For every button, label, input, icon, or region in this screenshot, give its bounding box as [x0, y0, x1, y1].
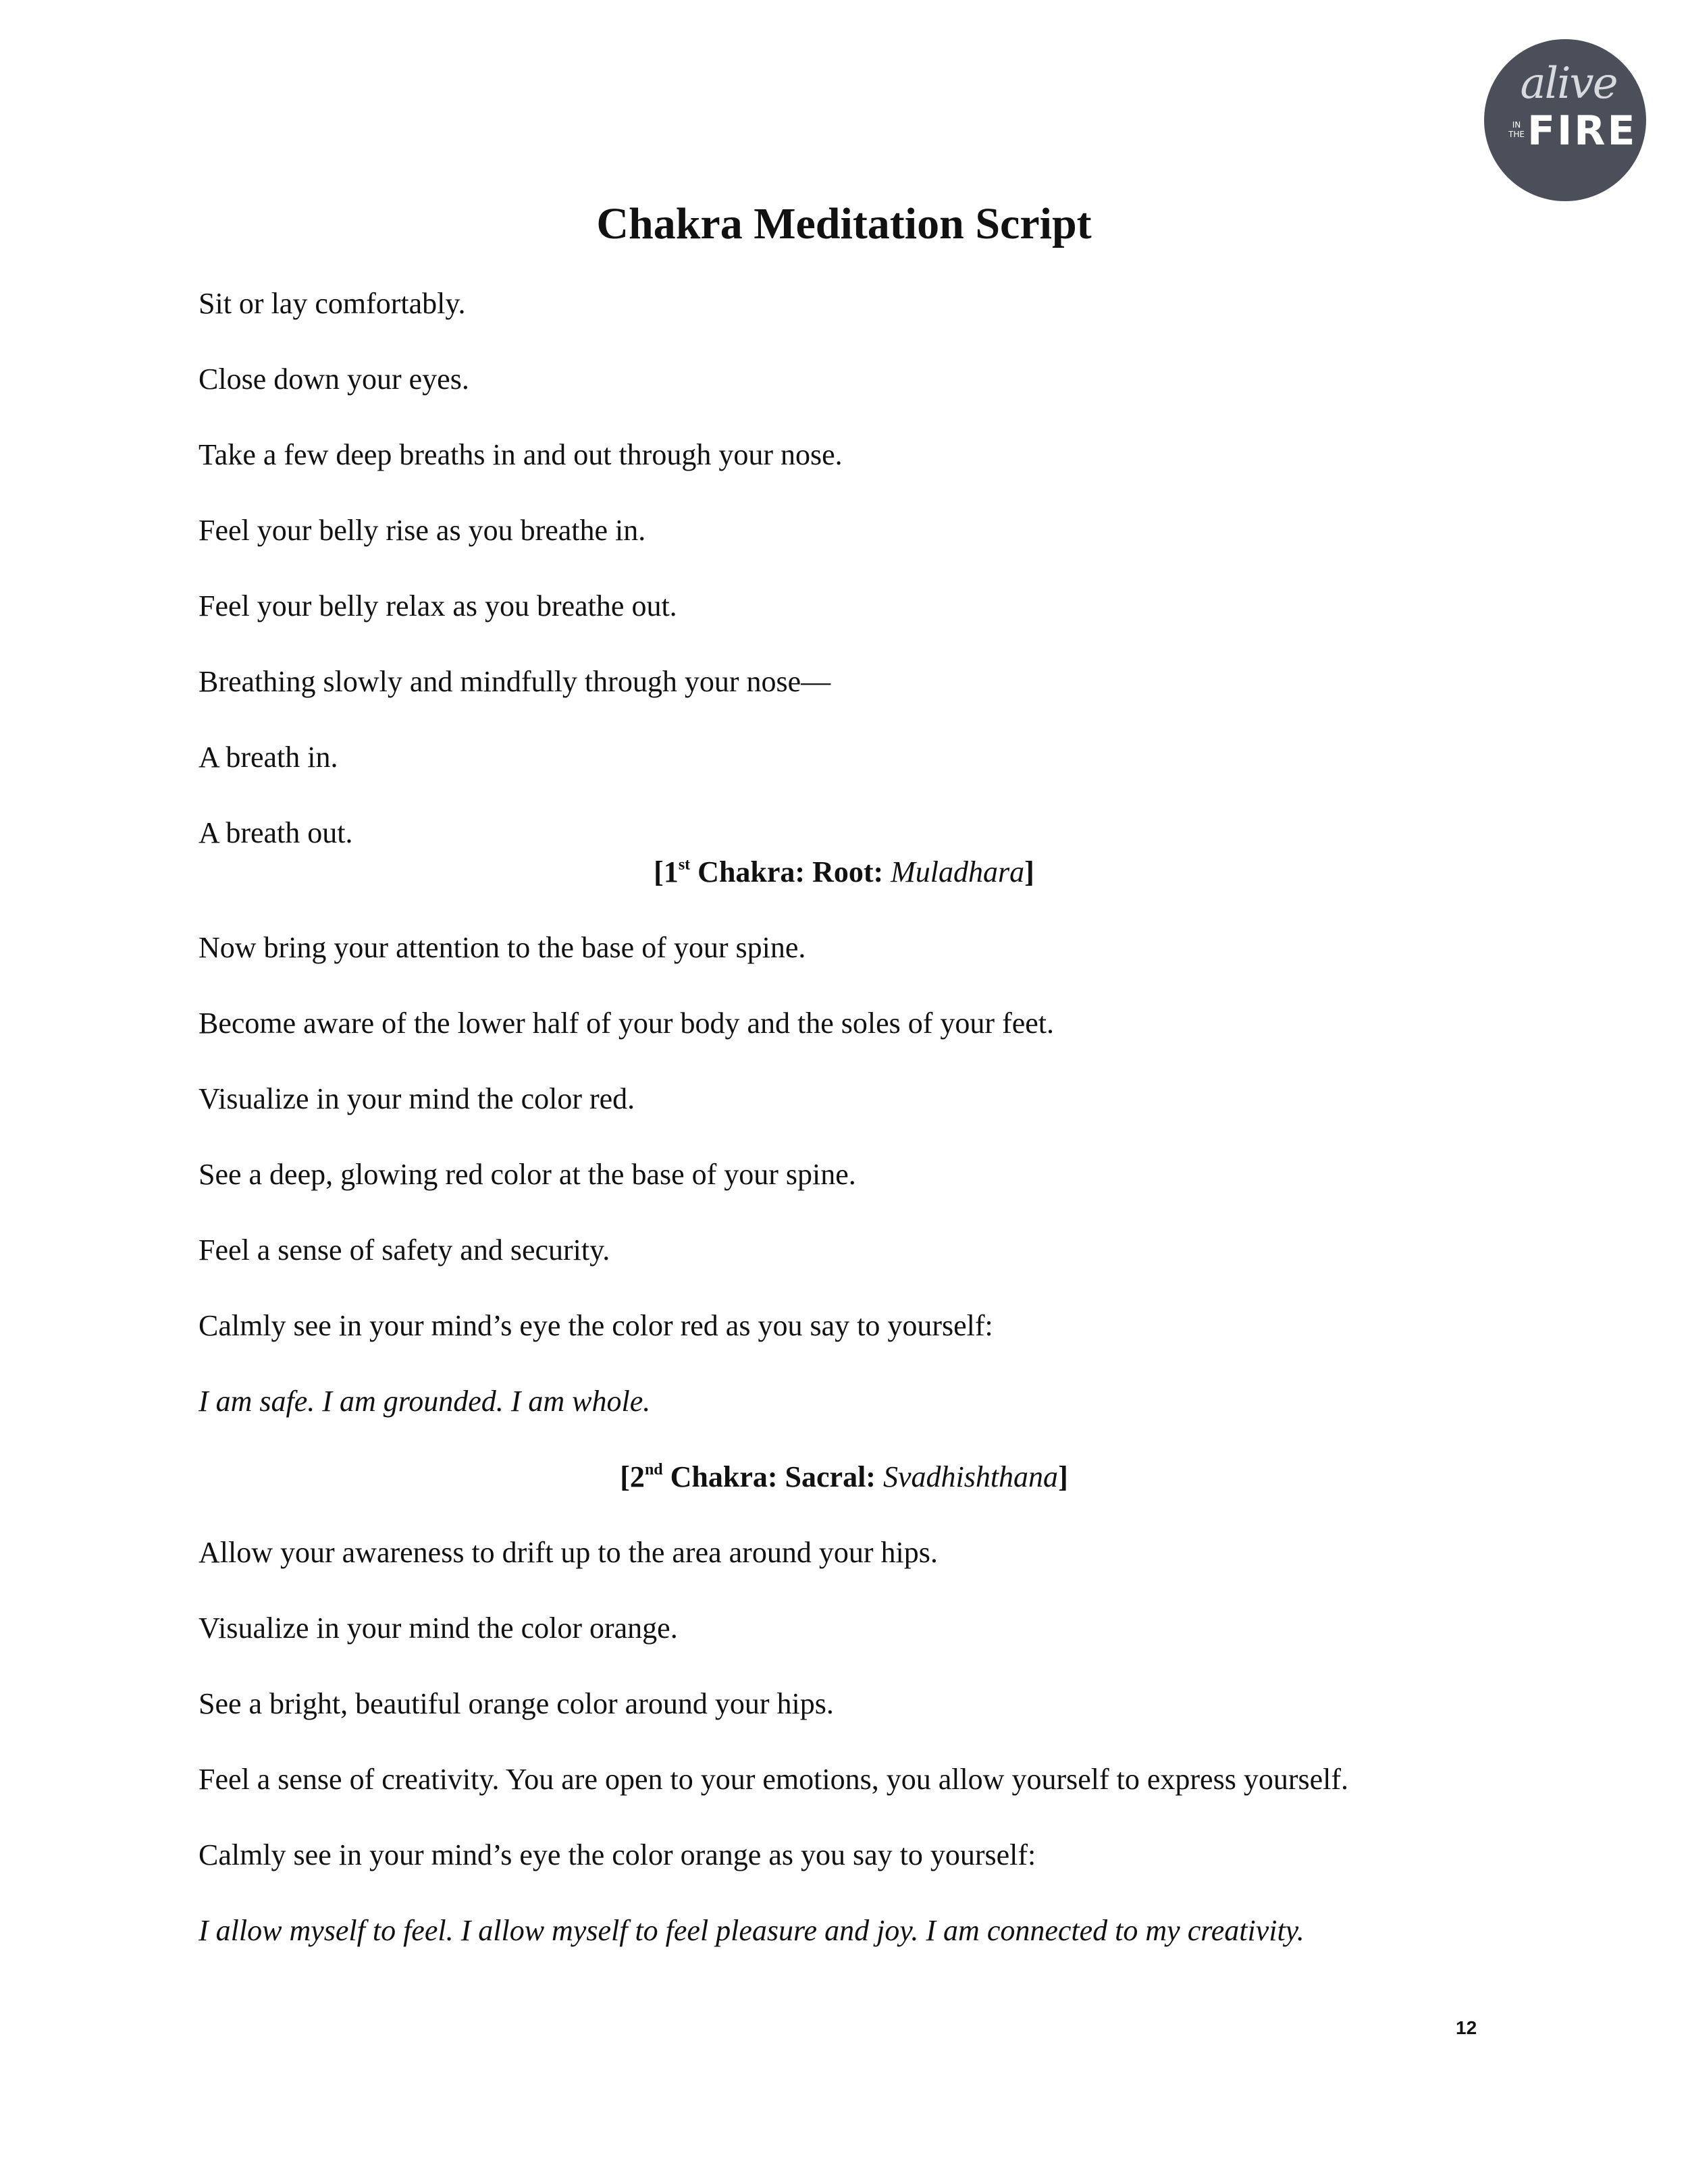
chakra-2-heading: [2nd Chakra: Sacral: Svadhishthana]	[620, 1460, 1068, 1493]
intro-line: Feel your belly rise as you breathe in.	[199, 514, 646, 547]
chakra-2-line: See a bright, beautiful orange color around your hips.	[199, 1687, 834, 1720]
intro-line: Sit or lay comfortably.	[199, 287, 466, 320]
logo-script-text: alive	[1520, 59, 1617, 109]
chakra-2-line: Allow your awareness to drift up to the area around your hips.	[199, 1536, 938, 1569]
chakra-2-line: Visualize in your mind the color orange.	[199, 1612, 678, 1645]
page-title: Chakra Meditation Script	[596, 199, 1092, 248]
intro-line: Take a few deep breaths in and out through your nose.	[199, 438, 843, 471]
intro-line: Breathing slowly and mindfully through your nose—	[199, 665, 831, 698]
chakra-2-sanskrit-name: Svadhishthana	[882, 1460, 1059, 1493]
logo-main-text: FIRE	[1527, 107, 1637, 155]
chakra-1-line: Become aware of the lower half of your body and the soles of your feet.	[199, 1007, 1054, 1040]
logo-small-text: IN THE	[1508, 120, 1525, 139]
chakra-1-affirmation: I am safe. I am grounded. I am whole.	[199, 1385, 651, 1418]
chakra-1-sanskrit-name: Muladhara	[891, 855, 1025, 888]
page-number: 12	[1456, 2017, 1477, 2038]
chakra-1-line: Now bring your attention to the base of your spine.	[199, 931, 806, 964]
chakra-2-line: Feel a sense of creativity. You are open to your emotions, you allow yourself to express yourself.	[199, 1763, 1349, 1796]
chakra-1-line: Visualize in your mind the color red.	[199, 1082, 635, 1115]
chakra-1-heading: [1st Chakra: Root: Muladhara]	[654, 855, 1034, 888]
chakra-2-affirmation: I allow myself to feel. I allow myself to feel pleasure and joy. I am connected to my creativity.	[199, 1914, 1304, 1947]
intro-line: Feel your belly relax as you breathe out.	[199, 589, 677, 622]
alive-in-the-fire-logo	[1484, 39, 1646, 201]
chakra-1-line: See a deep, glowing red color at the base of your spine.	[199, 1158, 856, 1191]
chakra-2-line: Calmly see in your mind’s eye the color orange as you say to yourself:	[199, 1838, 1036, 1871]
chakra-1-line: Calmly see in your mind’s eye the color red as you say to yourself:	[199, 1309, 993, 1342]
intro-line: Close down your eyes.	[199, 363, 469, 396]
intro-line: A breath out.	[199, 816, 353, 849]
chakra-1-line: Feel a sense of safety and security.	[199, 1233, 610, 1267]
intro-line: A breath in.	[199, 741, 338, 774]
